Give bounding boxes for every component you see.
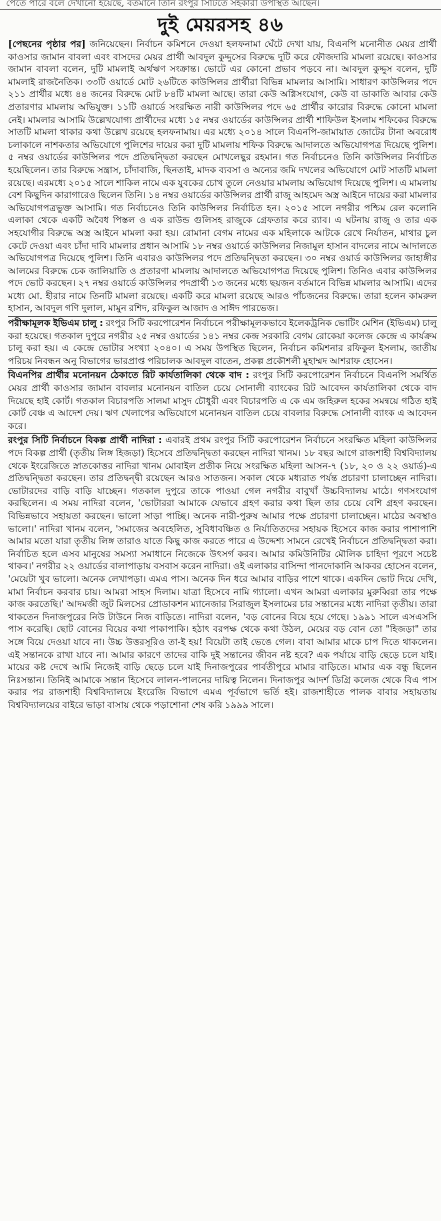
previous-article-fragment: পেতে পারে বলে দেখানো হয়েছে, বর্তমানে তিনি রংপুর সিটিতে সহকারী উপস্থিত আছেন।: [0, 0, 441, 10]
article-headline: দুই মেয়রসহ ৪৬: [157, 14, 284, 36]
intro-section: [8, 39, 437, 316]
nomination-paragraph: [8, 370, 437, 433]
evm-section: [8, 316, 437, 368]
nadira-subheading: রংপুর সিটি নির্বাচনে বিকল্প প্রার্থী নাদিরা :: [8, 435, 163, 447]
evm-paragraph: [8, 318, 437, 368]
nadira-section: [8, 433, 437, 712]
nomination-text: রংপুর সিটি করপোরেশন নির্বাচনে বিএনপি সমর্থিত মেয়র প্রার্থী কাওসার জামান বাবলার মনোনয়ন বাতিল চেয়ে সোনালী ব্যাংকের রিট আবেদন কার্যতালিকা থেকে বাদ দিয়েছে হাই কোর্ট। গতকাল বিচারপতি সালমা মাসুদ চৌধুরী এবং বিচারপতি এ কে এম জহিরুল হকের সমন্বয়ে গঠিত হাই কোর্ট বেঞ্চ এ আদেশ দেয়। ঋণ খেলাপের অভিযোগে মনোনয়ন বাতিল চেয়ে বাবলার বিরুদ্ধে সোনালী ব্যাংক এ আবেদন করে।: [8, 370, 437, 432]
intro-text: জনিয়েছেন। নির্বাচন কমিশনে দেওয়া হলফনামা ঘেঁটে দেখা যায়, বিএনপি মনোনীত মেয়র প্রার্থী কাওসার জামান বাবলা এবং বাসদের মেয়র প্রার্থী আবদুল কুদ্দুসের বিরুদ্ধে দুটি করে ফৌজদারি মামলা রয়েছে। কাওসার জামান বাবলা বলেন, দুটি মামলাই অর্থঋণ সংক্রান্ত। ভোটে এর কোনো প্রভাব পড়বে না। আবদুল কুদ্দুস বলেন, দুটি মামলাই রাজনৈতিক। ৩৩টি ওয়ার্ডে মোট ২৬টিতে কাউন্সিলর প্রার্থীরা বিভিন্ন মামলার আসামি। সাধারণ কাউন্সিলর পদে ২১১ প্রার্থীর মধ্যে ৪৪ জনের বিরুদ্ধে মোট ৮৪টি মামলা আছে। তারা কেউ অগ্নিসংযোগ, কেউ বা ডাকাতি আবার কেউ প্রতারণার মামলায় অভিযুক্ত। ১১টি ওয়ার্ডে সংরক্ষিত নারী কাউন্সিলর পদে ৬৫ প্রার্থীর কারোর বিরুদ্ধে কোনো মামলা নেই। মামলার আসামি উল্লেখযোগ্য প্রার্থীদের মধ্যে ১৫ নম্বর ওয়ার্ডের কাউন্সিলর প্রার্থী শাফিউল ইসলাম শফিকের বিরুদ্ধে সাতটি মামলা থাকার কথা উল্লেখ রয়েছে হলফনামায়। এর মধ্যে ২০১৪ সালে বিএনপি-জামায়াত জোটের টানা অবরোধ চলাকালে নাশকতার অভিযোগে পুলিশের দায়ের করা দুটি মামলায় শফিক বিরুদ্ধে আদালতে অভিযোগপত্র দিয়েছে পুলিশ। ৫ নম্বর ওয়ার্ডের কাউন্সিলর পদে প্রতিদ্বন্দ্বিতা করছেন মোখলেছুর রহমান। গত নির্বাচনেও তিনি কাউন্সিলর নির্বাচিত হয়েছিলেন। তার বিরুদ্ধে সন্ত্রাস, চাঁদাবাজি, ছিনতাই, মাদক ব্যবসা ও অন্যের জমি দখলের অভিযোগে মোট সাতটি মামলা রয়েছে। এরমধ্যে ২০১৫ সালে শাকিল নামে এক যুবকের চোখ তুলে নেওয়ার মামলায় অভিযোগ দিয়েছে পুলিশ। এ মামলায় বেশ কিছুদিন কারাগারেও ছিলেন তিনি। ১৪ নম্বর ওয়ার্ডের কাউন্সিলর প্রার্থী রাজু আহমেদ অস্ত্র আইনে দায়ের করা মামলার অভিযোগপত্রভুক্ত আসামি। গত নির্বাচনেও তিনি কাউন্সিলর নির্বাচিত হন। ২০১৫ সালে নগরীর পশ্চিম রেল কলোনি এলাকা থেকে একটি অবৈধ পিস্তল ও এক রাউন্ড গুলিসহ রাজুকে গ্রেফতার করে র‌্যাব। এ ঘটনায় রাজু ও তার এক সহযোগীর বিরুদ্ধে অস্ত্র আইনে মামলা করা হয়। রোমানা বেগম নামের এক মহিলাকে আটকে রেখে নির্যাতন, মাথার চুল কেটে দেওয়া এবং চাঁদা দাবি মামলার প্রধান আসামি ১৮ নম্বর ওয়ার্ডে কাউন্সিলর নিজামুল হাসান বাদলের নামে আদালতে অভিযোগপত্র দিয়েছে পুলিশ। তিনি এবারও কাউন্সিলর পদে প্রতিদ্বন্দ্বিতা করছেন। ৩০ নম্বর ওয়ার্ড কাউন্সিলর জাহাঙ্গীর আলমের বিরুদ্ধে চেক জালিয়াতি ও প্রতারণা মামলায় আদালতে অভিযোগপত্র দিয়েছে পুলিশ। তিনিও এবার কাউন্সিলর পদে ভোট করছেন। ২৭ নম্বর ওয়ার্ডে কাউন্সিলর পদপ্রার্থী ১৩ জনের মধ্যে ছয়জন বর্তমানে বিভিন্ন মামলার আসামি। এদের মধ্যে মো. হীরার নামে তিনটি মামলা রয়েছে। একটি করে মামলা রয়েছে আরও পাঁচজনের বিরুদ্ধে। তারা হলেন কামরুল হাসান, আবদুল গণি দুলাল, মামুন রশিদ, রফিকুল আজাদ ও সাঈদ পারভেজ।: [8, 39, 438, 315]
nadira-paragraph: [8, 435, 437, 712]
nadira-text: এবারই প্রথম রংপুর সিটি করপোরেশন নির্বাচনে সংরক্ষিত মহিলা কাউন্সিলর পদে বিকল্প প্রার্থী (তৃতীয় লিঙ্গ হিজড়া) হিসেবে প্রতিদ্বন্দ্বিতা করছেন নাদিরা খানম। ১৮ বছর আগে রাজশাহী বিশ্ববিদ্যালয় থেকে ইংরেজিতে স্নাতকোত্তর নাদিরা খানম মোবাইল প্রতীক নিয়ে সংরক্ষিত মহিলা আসন-৭ (১৮, ২০ ও ২২ ওয়ার্ড)-এ প্রতিদ্বন্দ্বিতা করছেন। তার প্রতিদ্বন্দ্বী রয়েছেন আরও সাতজন। সকাল থেকে মধ্যরাত পর্যন্ত প্রচারণা চালাচ্ছেন নাদিরা। ভোটারদের বাড়ি বাড়ি যাচ্ছেন। গতকাল দুপুরে তাকে পাওয়া গেল নগরীর বাবুখাঁ উচ্চবিদ্যালয় মাঠে। গণসংযোগ করছিলেন। এ সময় নাদিরা বলেন, 'ভোটাররা আমাকে যেভাবে গ্রহণ করার কথা ছিল তার চেয়ে বেশি গ্রহণ করছেন। বিভিন্নভাবে সহায়তা করছেন। ভালো সাড়া পাচ্ছি। অনেক নারী-পুরুষ আমার পক্ষে প্রচারণা চালাচ্ছেন। মাঠের অবস্থাও ভালো।' নাদিরা খানম বলেন, 'সমাজের অবহেলিত, সুবিধাবঞ্চিত ও নির্যাতিতদের সহায়ক হিসেবে কাজ করার পাশাপাশি আমার মতো যারা তৃতীয় লিঙ্গ তারাও যাতে কিছু কাজ করতে পারে এ উদ্দেশ্য সামনে রেখেই নির্বাচনে প্রতিদ্বন্দ্বিতা করা। নির্বাচিত হলে এসব মানুষের সমস্যা সমাধানে নিজেকে উৎসর্গ করব। আমার কমিউনিটির মৌলিক চাহিদা পূরণে সচেষ্ট থাকব।' নগরীর ২২ ওয়ার্ডের বালাপাড়ায় বসবাস করেন নাদিরা। ওই এলাকার বাসিন্দা পানদোকানি আকবর হোসেন বলেন, 'মেয়েটা খুব ভালো। অনেক লেখাপড়া। এমএ পাস। অনেক দিন ধরে আমার বাড়ির পাশে থাকে। একদিন ভোট দিয়ে দেখি, মামা নির্বাচন করবার চায়। আমরা সাহস দিলাম। যাত্রা হিসেবে নামি গ্যালো। এখন আমরা এলাকার মুরুব্বিরা তার পক্ষে কাজ করতেছি।' আদমজী জুট মিলসের প্রোডাকশন ম্যানেজার সিরাজুল ইসলামের চার সন্তানের মধ্যে নাদিরা তৃতীয়। তারা থাকতেন দিনাজপুরের নিউ টাউনে নিজ বাড়িতে। নাদিরা বলেন, 'বড় বোনের বিয়ে হয়ে গেছে। ১৯৯১ সালে এসএসসি পাস করেছি। ছোট বোনের বিয়ের কথা পাকাপাকি। হঠাৎ বরপক্ষ থেকে কথা উঠল, মেয়ের বড় বোন তো "হিজড়া" তার সঙ্গে বিয়ে দেওয়া যাবে না। উচ্চ উত্তরসূরিও তা-ই হয়! বিয়েটা তাই ভেঙে গেল। বাবা আমার মাকে চাপ দিতে থাকলেন। এই সন্তানকে রাখা যাবে না। আমার কারণে তাদের বাকি দুই সন্তানের জীবন নষ্ট হবে? এক পর্যায়ে বাড়ি ছেড়ে চলে যাই। মায়ের কষ্ট দেখে আমি নিজেই বাড়ি ছেড়ে চলে যাই দিনাজপুরের পার্বতীপুরে মামার বাড়িতে। মামার এক বন্ধু ছিলেন নিঃসন্তান। তিনিই আমাকে সন্তান হিসেবে লালন-পালনের দায়িত্ব নিলেন। দিনাজপুর আদর্শ ডিগ্রি কলেজ থেকে বিএ পাস করার পর রাজশাহী বিশ্ববিদ্যালয়ে ইংরেজি বিভাগে এমএ পূর্বভাগে ভর্তি হই। রাজশাহীতে পালক বাবার সহায়তায় বিশ্ববিদ্যালয়ের বাইরে ভাড়া বাসায় থেকে পড়াশোনা শেষ করি ১৯৯৯ সালে।: [8, 435, 437, 711]
intro-paragraph: [8, 39, 437, 316]
evm-text: রংপুর সিটি করপোরেশন নির্বাচনে পরীক্ষামূলকভাবে ইলেকট্রনিক ভোটিং মেশিন (ইভিএম) চালু করা হয়েছে। গতকাল দুপুরে নগরীর ২৫ নম্বর ওয়ার্ডের ১৪১ নম্বর কেন্দ্র সরকারি বেগম রোকেয়া কলেজ কেন্দ্রে এ কার্যক্রম চালু করা হয়। এ কেন্দ্রে ভোটার সংখ্যা ২০৪০। এ সময় উপস্থিত ছিলেন, নির্বাচন কমিশনার রফিকুল ইসলাম, জাতীয় পরিচয় নিবন্ধন অনু বিভাগের ভারপ্রাপ্ত পরিচালক আবদুল বাতেন, প্রকল্প প্রকৌশলী মুহাম্মদ আশরাফ হোসেন।: [8, 318, 438, 367]
jump-marker: [পেছনের পৃষ্ঠার পর]: [8, 39, 86, 50]
evm-subheading: পরীক্ষামূলক ইভিএম চালু :: [8, 318, 104, 330]
nomination-subheading: বিএনপির প্রার্থীর মনোনয়ন ঠেকাতে রিট কার্যতালিকা থেকে বাদ :: [8, 370, 250, 382]
nomination-section: [8, 368, 437, 433]
article-body: [0, 39, 441, 712]
